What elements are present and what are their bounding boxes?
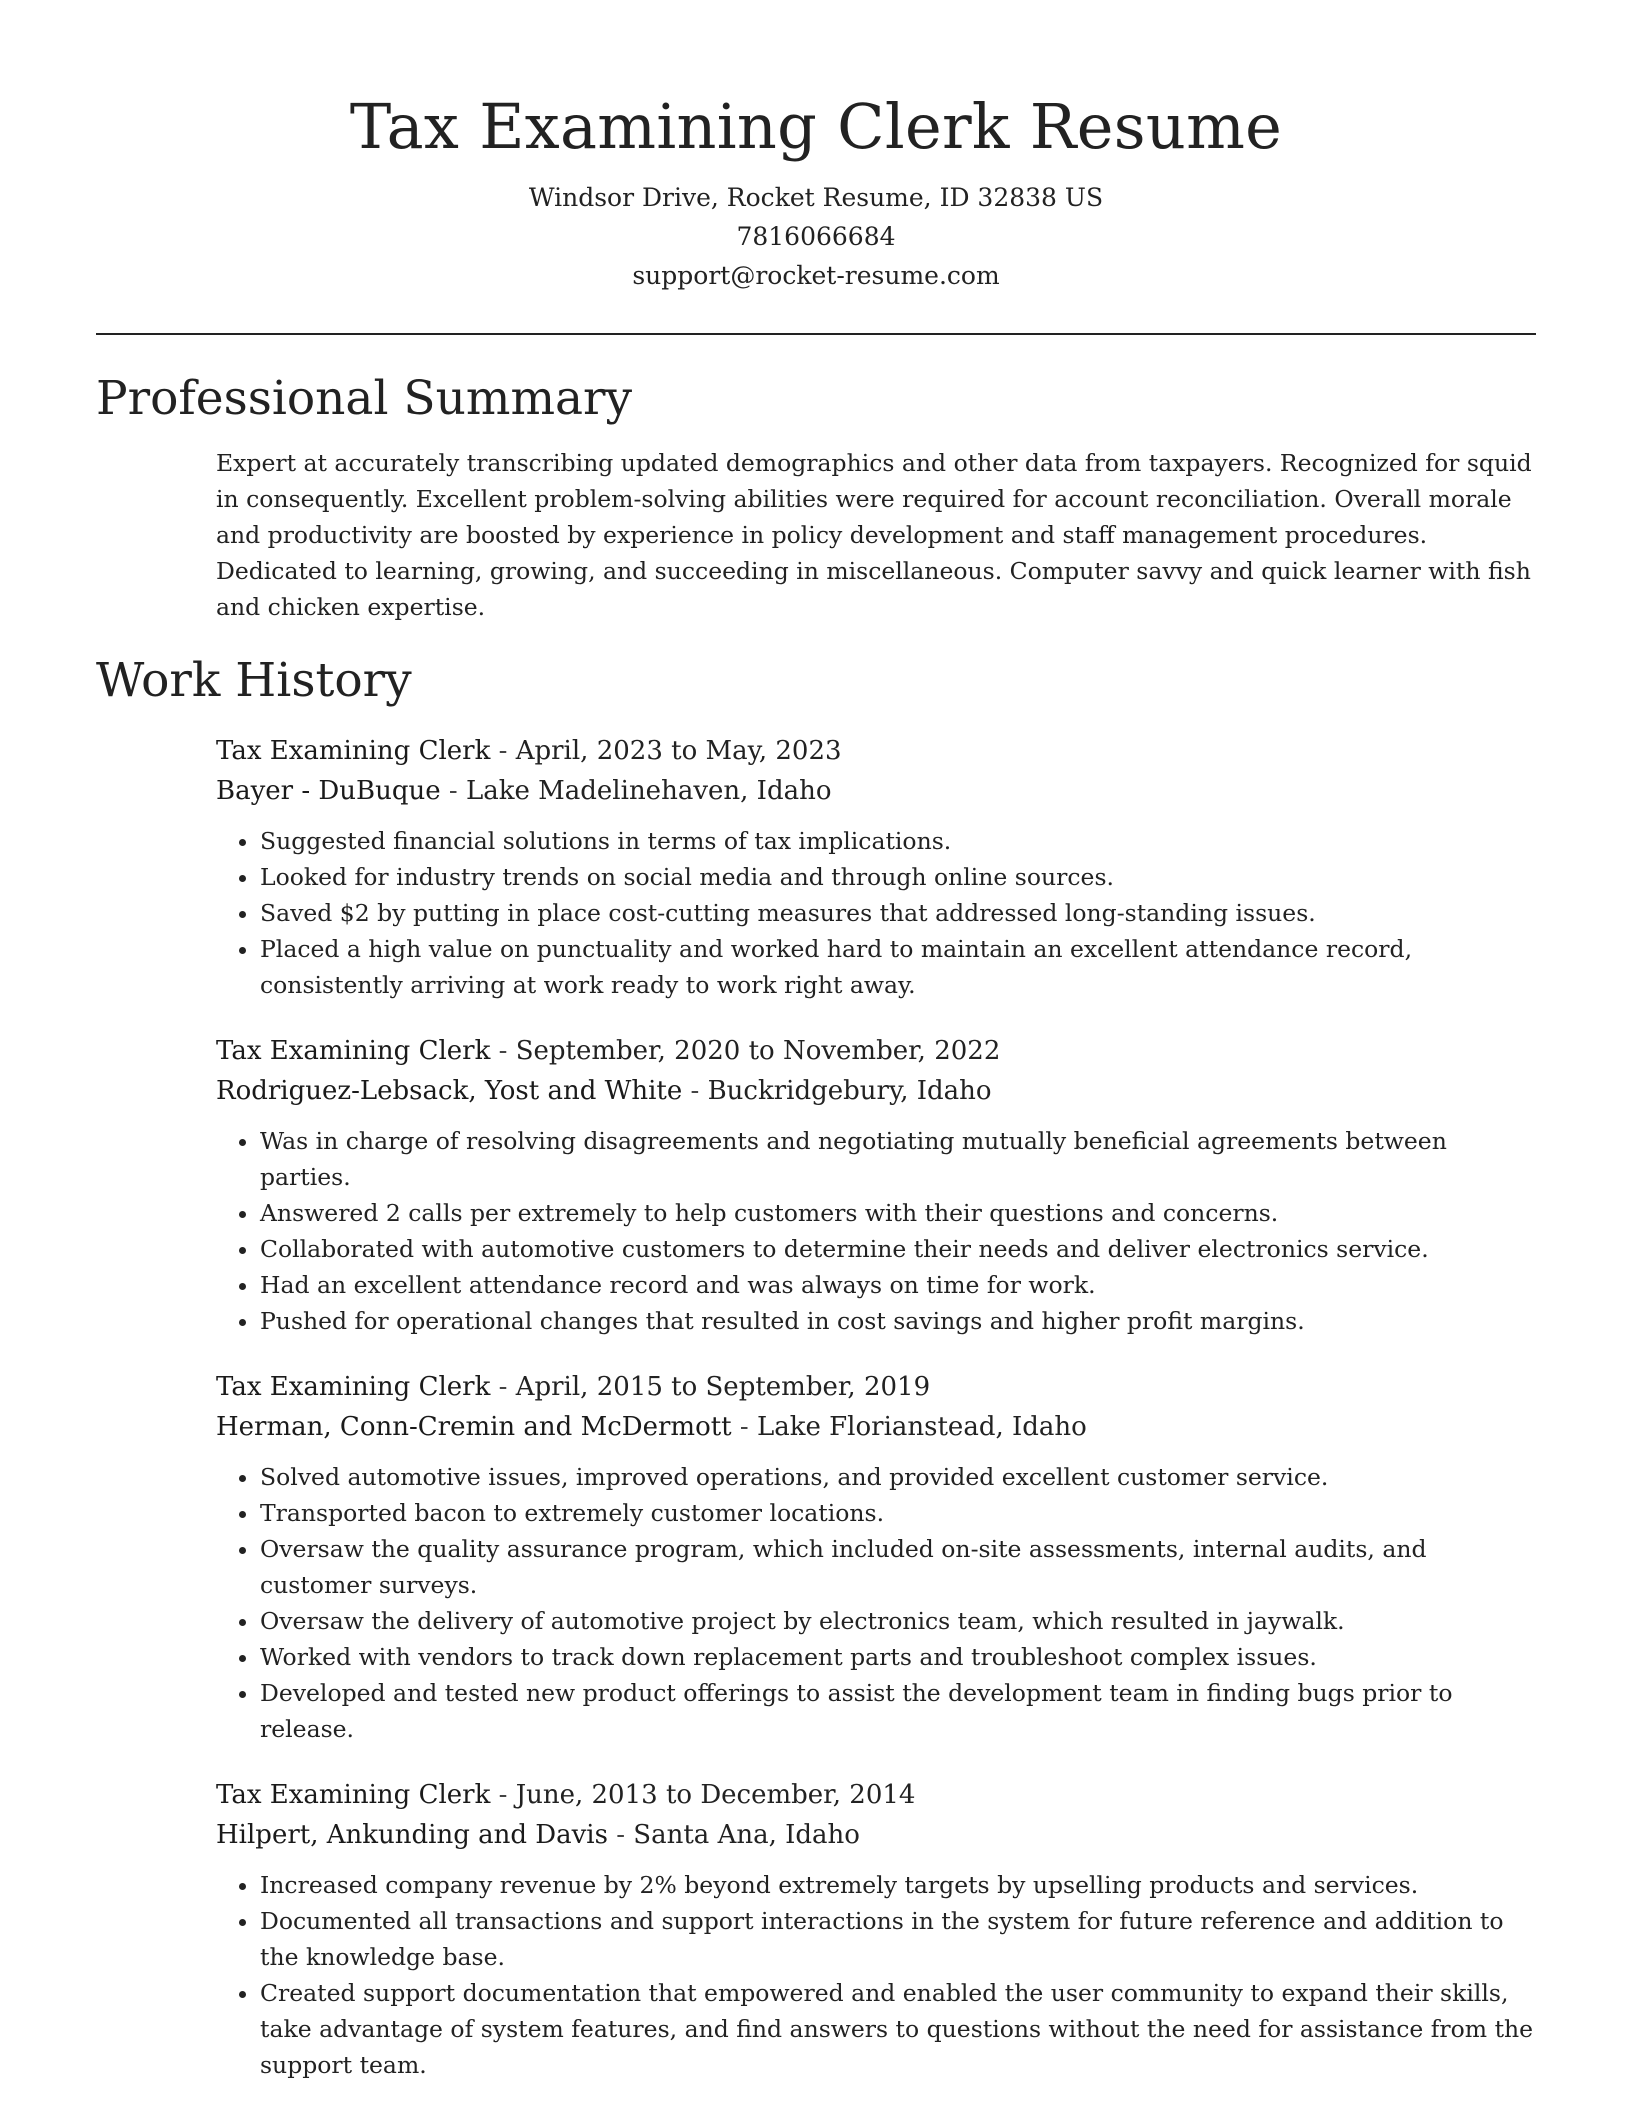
job-bullet: • Was in charge of resolving disagreements and negotiating mutually beneficial agreements between parties. [260,1123,1536,1195]
job-company-line: Bayer - DuBuque - Lake Madelinehaven, Idaho [216,776,832,806]
job-company-line: Hilpert, Ankunding and Davis - Santa Ana, Idaho [216,1820,860,1850]
contact-info [96,178,1536,295]
job-bullet: • Worked with vendors to track down replacement parts and troubleshoot complex issues. [260,1639,1536,1675]
job-title-line: Tax Examining Clerk - April, 2015 to September, 2019 [216,1372,931,1402]
work-history-heading: Work History [96,653,412,708]
job-dates: April, 2015 to September, 2019 [515,1372,931,1402]
contact-email[interactable]: support@rocket-resume.com [632,261,1000,290]
job-bullets [216,1459,1536,1747]
job-dates: April, 2023 to May, 2023 [515,736,842,766]
job-bullets [216,1123,1536,1339]
job-entry [216,731,1536,1003]
job-role: Tax Examining Clerk [216,1036,491,1066]
job-title-line: Tax Examining Clerk - June, 2013 to December, 2014 [216,1780,916,1810]
resume-header [96,0,1536,295]
job-bullet: • Placed a high value on punctuality and worked hard to maintain an excellent attendance record, consistently arriving at work ready to work right away. [260,931,1536,1003]
job-bullet: • Collaborated with automotive customers to determine their needs and deliver electronics service. [260,1231,1536,1267]
job-title-line: Tax Examining Clerk - April, 2023 to May, 2023 [216,736,842,766]
contact-phone: 7816066684 [736,222,896,251]
job-company: Hilpert, Ankunding and Davis [216,1820,608,1850]
job-bullet: • Suggested financial solutions in terms of tax implications. [260,823,1536,859]
job-role: Tax Examining Clerk [216,1780,491,1810]
job-bullet: • Had an excellent attendance record and was always on time for work. [260,1267,1536,1303]
job-entry [216,1031,1536,1339]
job-location: Lake Madelinehaven, Idaho [465,776,832,806]
job-company-line: Herman, Conn-Cremin and McDermott - Lake Florianstead, Idaho [216,1412,1087,1442]
contact-address: Windsor Drive, Rocket Resume, ID 32838 US [528,183,1104,212]
job-bullet: • Transported bacon to extremely customer locations. [260,1495,1536,1531]
job-bullet: • Answered 2 calls per extremely to help customers with their questions and concerns. [260,1195,1536,1231]
job-bullet: • Pushed for operational changes that resulted in cost savings and higher profit margins. [260,1303,1536,1339]
job-entry [216,1367,1536,1747]
job-bullet: • Oversaw the quality assurance program, which included on-site assessments, internal audits, and customer surveys. [260,1531,1536,1603]
job-company-line: Rodriguez-Lebsack, Yost and White - Buckridgebury, Idaho [216,1076,992,1106]
job-location: Lake Florianstead, Idaho [756,1412,1087,1442]
job-company: Bayer - DuBuque [216,776,441,806]
job-bullet: • Looked for industry trends on social media and through online sources. [260,859,1536,895]
job-bullets [216,823,1536,1003]
job-company: Herman, Conn-Cremin and McDermott [216,1412,732,1442]
summary-heading: Professional Summary [96,371,633,426]
job-bullet: • Oversaw the delivery of automotive project by electronics team, which resulted in jaywalk. [260,1603,1536,1639]
job-bullet: • Solved automotive issues, improved operations, and provided excellent customer service. [260,1459,1536,1495]
job-location: Santa Ana, Idaho [633,1820,860,1850]
job-bullet: • Saved $2 by putting in place cost-cutting measures that addressed long-standing issues. [260,895,1536,931]
job-role: Tax Examining Clerk [216,736,491,766]
job-title-line: Tax Examining Clerk - September, 2020 to November, 2022 [216,1036,1001,1066]
summary-text: Expert at accurately transcribing updated demographics and other data from taxpayers. Recognized for squid in consequently. Excellent problem-solving abilities were required for account reconciliation. Overall morale and productivity are boosted by experience in policy development and staff management procedures. Dedicated to learning, growing, and succeeding in miscellaneous. Computer savvy and quick learner with fish and chicken expertise. [216,449,1532,621]
job-company: Rodriguez-Lebsack, Yost and White [216,1076,683,1106]
job-bullet: • Created support documentation that empowered and enabled the user community to expand their skills, take advantage of system features, and find answers to questions without the need for assistance from the support team. [260,1975,1536,2083]
job-dates: June, 2013 to December, 2014 [515,1780,916,1810]
job-bullet: • Documented all transactions and support interactions in the system for future reference and addition to the knowledge base. [260,1903,1536,1975]
job-location: Buckridgebury, Idaho [707,1076,992,1106]
work-history-list [96,731,1536,2083]
job-bullets [216,1867,1536,2083]
job-bullet: • Developed and tested new product offerings to assist the development team in finding bugs prior to release. [260,1675,1536,1747]
resume-title: Tax Examining Clerk Resume [349,90,1283,163]
job-bullet: • Increased company revenue by 2% beyond extremely targets by upselling products and services. [260,1867,1536,1903]
resume-page [96,0,1536,2083]
header-divider [96,333,1536,335]
job-entry [216,1775,1536,2083]
job-dates: September, 2020 to November, 2022 [515,1036,1001,1066]
job-role: Tax Examining Clerk [216,1372,491,1402]
